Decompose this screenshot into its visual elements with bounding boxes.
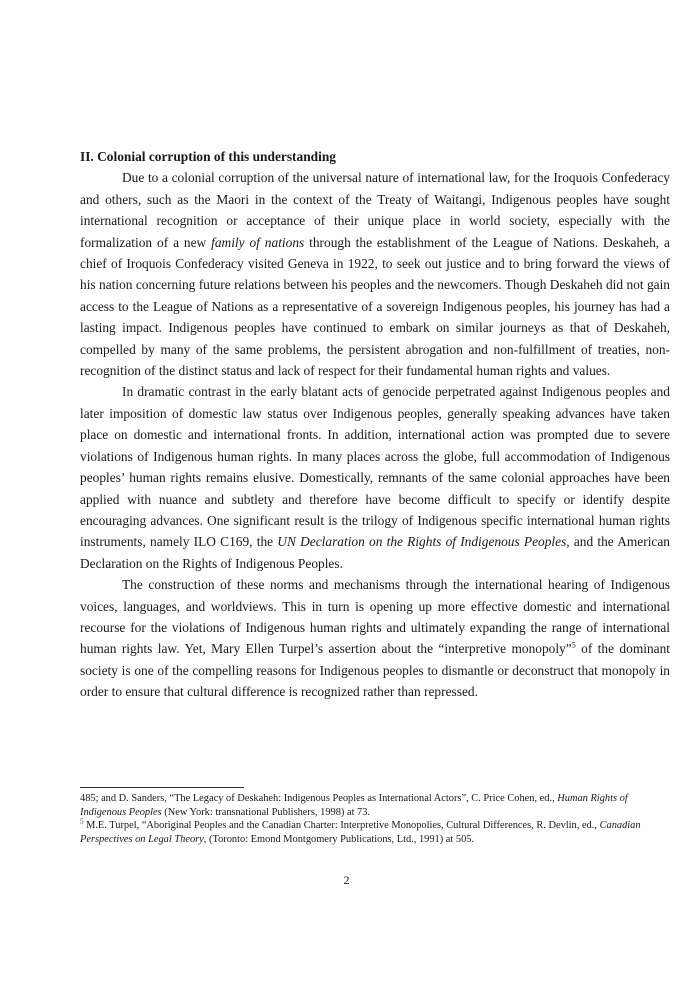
footnotes (80, 792, 672, 847)
footnote-5 (80, 819, 672, 846)
page-number: 2 (343, 873, 350, 887)
paragraph-text: , and the American Declaration on the Rights of Indigenous Peoples. (80, 534, 670, 571)
footnote-separator (80, 787, 244, 788)
footnote-text: M.E. Turpel, “Aboriginal Peoples and the Canadian Charter: Interpretive Monopolies, Cultural Differences, R. Devlin, ed., (83, 820, 600, 832)
paragraph-text: Due to a colonial corruption of the universal nature of international law, for the Iroquois Confederacy and others, such as the Maori in the context of the Treaty of Waitangi, Indigenous peoples have sought international recognition or acceptance of their unique place in world society, especially with the formalization of a new (80, 170, 670, 250)
body-text (80, 146, 670, 703)
section-heading: II. Colonial corruption of this understanding (80, 149, 336, 164)
footnote-marker: 5 (80, 817, 84, 826)
footnote-text: (New York: transnational Publishers, 1998) at 73. (161, 806, 371, 818)
paragraph-text: of the dominant society is one of the compelling reasons for Indigenous peoples to dismantle or deconstruct that monopoly in order to ensure that cultural difference is recognized rather than repressed. (80, 641, 671, 700)
emphasis-text: UN Declaration on the Rights of Indigenous Peoples (277, 534, 567, 550)
paragraph-3 (80, 574, 670, 702)
footnote-text: 485; and D. Sanders, “The Legacy of Deskaheh: Indigenous Peoples as International Actors”, C. Price Cohen, ed., (80, 793, 558, 804)
emphasis-text: family of nations (211, 234, 305, 250)
paragraph-text: In dramatic contrast in the early blatant acts of genocide perpetrated against Indigenous peoples and later imposition of domestic law status over Indigenous peoples, generally speaking advances have taken place on domestic and international fronts. In addition, international action was prompted due to severe violations of Indigenous human rights. In many places across the globe, full accommodation of Indigenous peoples’ human rights remains elusive. Domestically, remnants of the same colonial approaches have been applied with nuance and subtlety and therefore have become difficult to specify or identify despite encouraging advances. One significant result is the trilogy of Indigenous specific international human rights instruments, namely ILO C169, the (80, 384, 670, 550)
paragraph-2 (80, 381, 670, 574)
footnote-title: Human Rights of Indigenous Peoples (80, 793, 628, 818)
footnote-title: Canadian Perspectives on Legal Theory (80, 820, 641, 846)
footnote-text: , (Toronto: Emond Montgomery Publications, Ltd., 1991) at 505. (203, 834, 475, 846)
footnote-reference: 5 (571, 640, 576, 650)
paragraph-text: The construction of these norms and mechanisms through the international hearing of Indigenous voices, languages, and worldviews. This in turn is opening up more effective domestic and international recourse for the violations of Indigenous human rights and ultimately expanding the range of international human rights law. Yet, Mary Ellen Turpel’s assertion about the “interpretive monopoly” (80, 577, 670, 657)
paragraph-text: through the establishment of the League of Nations. Deskaheh, a chief of Iroquois Confederacy visited Geneva in 1922, to seek out justice and to bring forward the views of his nation concerning future relations between his peoples and the newcomers. Though Deskaheh did not gain access to the League of Nations as a representative of a sovereign Indigenous peoples, his journey has had a lasting impact. Indigenous peoples have continued to embark on similar journeys as that of Deskaheh, compelled by many of the same problems, the persistent abrogation and non-fulfillment of treaties, non-recognition of the distinct status and lack of respect for their fundamental human rights and values. (80, 234, 670, 379)
paragraph-1 (80, 167, 670, 381)
footnote-continued (80, 792, 672, 819)
